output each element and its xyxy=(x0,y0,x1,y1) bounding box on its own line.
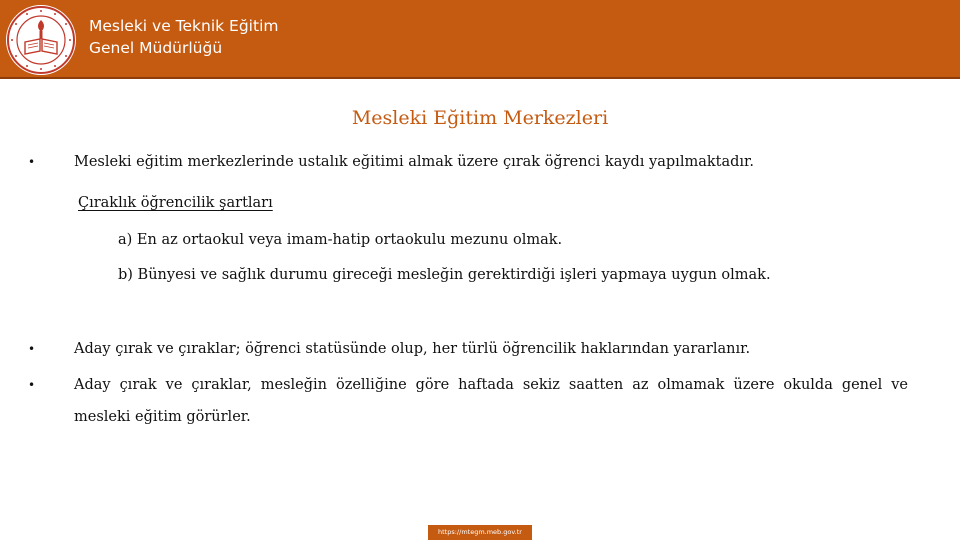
organization-name xyxy=(89,15,278,59)
bullet-text-3-line2: mesleki eğitim görürler. xyxy=(74,409,251,425)
requirement-item-b: b) Bünyesi ve sağlık durumu gireceği mesleğin gerektirdiği işleri yapmaya uygun olmak. xyxy=(118,267,771,283)
bullet-text-3-line1: Aday çırak ve çıraklar, mesleğin özelliğine göre haftada sekiz saatten az olmamak üzere okulda genel ve xyxy=(74,377,908,393)
requirements-heading: Çıraklık öğrencilik şartları xyxy=(78,195,273,211)
bullet-marker: • xyxy=(28,342,36,356)
requirement-item-a: a) En az ortaokul veya imam-hatip ortaokulu mezunu olmak. xyxy=(118,232,563,248)
slide-title: Mesleki Eğitim Merkezleri xyxy=(351,107,609,129)
bullet-marker: • xyxy=(28,378,36,392)
bullet-text-2: Aday çırak ve çıraklar; öğrenci statüsünde olup, her türlü öğrencilik haklarından yararlanır. xyxy=(74,341,751,357)
ministry-of-education-seal-icon xyxy=(5,4,77,76)
organization-name-line2: Genel Müdürlüğü xyxy=(89,39,223,57)
header-bar xyxy=(0,0,960,79)
bullet-text-1: Mesleki eğitim merkezlerinde ustalık eğitimi almak üzere çırak öğrenci kaydı yapılmaktadır. xyxy=(74,154,754,170)
bullet-marker: • xyxy=(28,155,36,169)
footer-url-link[interactable]: https://mtegm.meb.gov.tr xyxy=(428,525,532,540)
organization-name-line1: Mesleki ve Teknik Eğitim xyxy=(89,17,279,35)
